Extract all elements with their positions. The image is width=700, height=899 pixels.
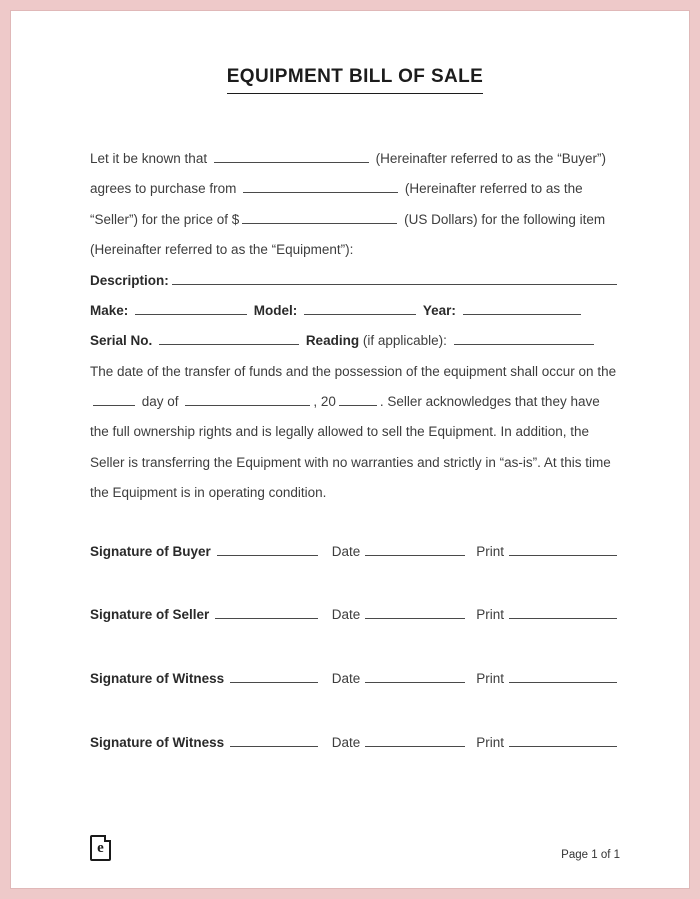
terms-text-4: . Seller acknowledges that they have the full ownership rights and is legally allowed to sell the Equipment. In addition, the Seller is transferring the Equipment with no warranties and strictly in “as-is”. At this time the Equipment is in operating condition. xyxy=(90,394,611,501)
signature-row-seller xyxy=(90,600,620,630)
year-short-blank-line xyxy=(339,393,377,406)
print-blank-line xyxy=(509,606,617,619)
make-blank-line xyxy=(135,302,247,315)
signature-witness-label: Signature of Witness xyxy=(90,670,225,686)
year-blank-line xyxy=(463,302,581,315)
date-blank-line xyxy=(365,734,465,747)
month-blank-line xyxy=(185,393,310,406)
signature-witness-label: Signature of Witness xyxy=(90,734,225,750)
intro-text-1: Let it be known that xyxy=(90,151,208,166)
intro-text-2: (Hereinafter referred to as the “Buyer”) agrees to purchase from xyxy=(90,151,606,197)
signature-witness-blank-line xyxy=(230,670,318,683)
reading-suffix: (if applicable): xyxy=(362,333,447,349)
description-label: Description: xyxy=(90,272,169,288)
serial-reading-row xyxy=(90,326,620,356)
print-label: Print xyxy=(476,607,504,623)
date-label: Date xyxy=(331,734,361,750)
logo-fold-corner-icon xyxy=(104,835,111,842)
description-row xyxy=(90,266,620,296)
signature-row-witness-2 xyxy=(90,728,620,758)
signature-buyer-label: Signature of Buyer xyxy=(90,543,211,559)
signature-seller-blank-line xyxy=(215,606,317,619)
buyer-name-blank-line xyxy=(214,150,369,163)
year-label: Year: xyxy=(422,302,456,318)
make-model-year-row xyxy=(90,296,620,326)
document-title: EQUIPMENT BILL OF SALE xyxy=(227,66,484,94)
date-label: Date xyxy=(331,607,361,623)
print-label: Print xyxy=(476,543,504,559)
model-blank-line xyxy=(304,302,416,315)
serial-label: Serial No. xyxy=(90,333,153,349)
price-blank-line xyxy=(242,211,397,224)
date-blank-line xyxy=(365,543,465,556)
print-label: Print xyxy=(476,734,504,750)
seller-name-blank-line xyxy=(243,181,398,194)
eforms-logo xyxy=(90,835,111,861)
signature-row-buyer xyxy=(90,537,620,567)
reading-label: Reading xyxy=(305,333,360,349)
day-blank-line xyxy=(93,393,135,406)
make-label: Make: xyxy=(90,302,129,318)
document-page xyxy=(10,10,690,889)
serial-blank-line xyxy=(159,332,299,345)
signature-row-witness-1 xyxy=(90,664,620,694)
terms-text-1: The date of the transfer of funds and the possession of the equipment shall occur on the xyxy=(90,363,617,379)
intro-paragraph xyxy=(90,144,620,266)
print-blank-line xyxy=(509,670,617,683)
date-blank-line xyxy=(365,670,465,683)
terms-text-2: day of xyxy=(141,394,179,409)
signature-buyer-blank-line xyxy=(217,543,318,556)
description-blank-line xyxy=(172,272,617,285)
reading-blank-line xyxy=(454,332,594,345)
date-label: Date xyxy=(331,670,361,686)
signature-witness-blank-line xyxy=(230,734,318,747)
intro-text-3: (Hereinafter referred to as the “Seller”) for the price of $ xyxy=(90,181,583,227)
terms-paragraph xyxy=(90,357,620,509)
logo-letter: e xyxy=(97,839,104,856)
date-blank-line xyxy=(365,606,465,619)
signature-seller-label: Signature of Seller xyxy=(90,607,210,623)
print-blank-line xyxy=(509,734,617,747)
page-footer xyxy=(90,835,620,861)
title-row xyxy=(90,66,620,94)
date-label: Date xyxy=(331,543,361,559)
intro-text-4: (US Dollars) for the following item (Hereinafter referred to as the “Equipment”): xyxy=(90,211,606,258)
terms-text-3: , 20 xyxy=(313,394,336,409)
print-blank-line xyxy=(509,543,617,556)
print-label: Print xyxy=(476,670,504,686)
page-number: Page 1 of 1 xyxy=(561,849,620,861)
model-label: Model: xyxy=(253,302,298,318)
